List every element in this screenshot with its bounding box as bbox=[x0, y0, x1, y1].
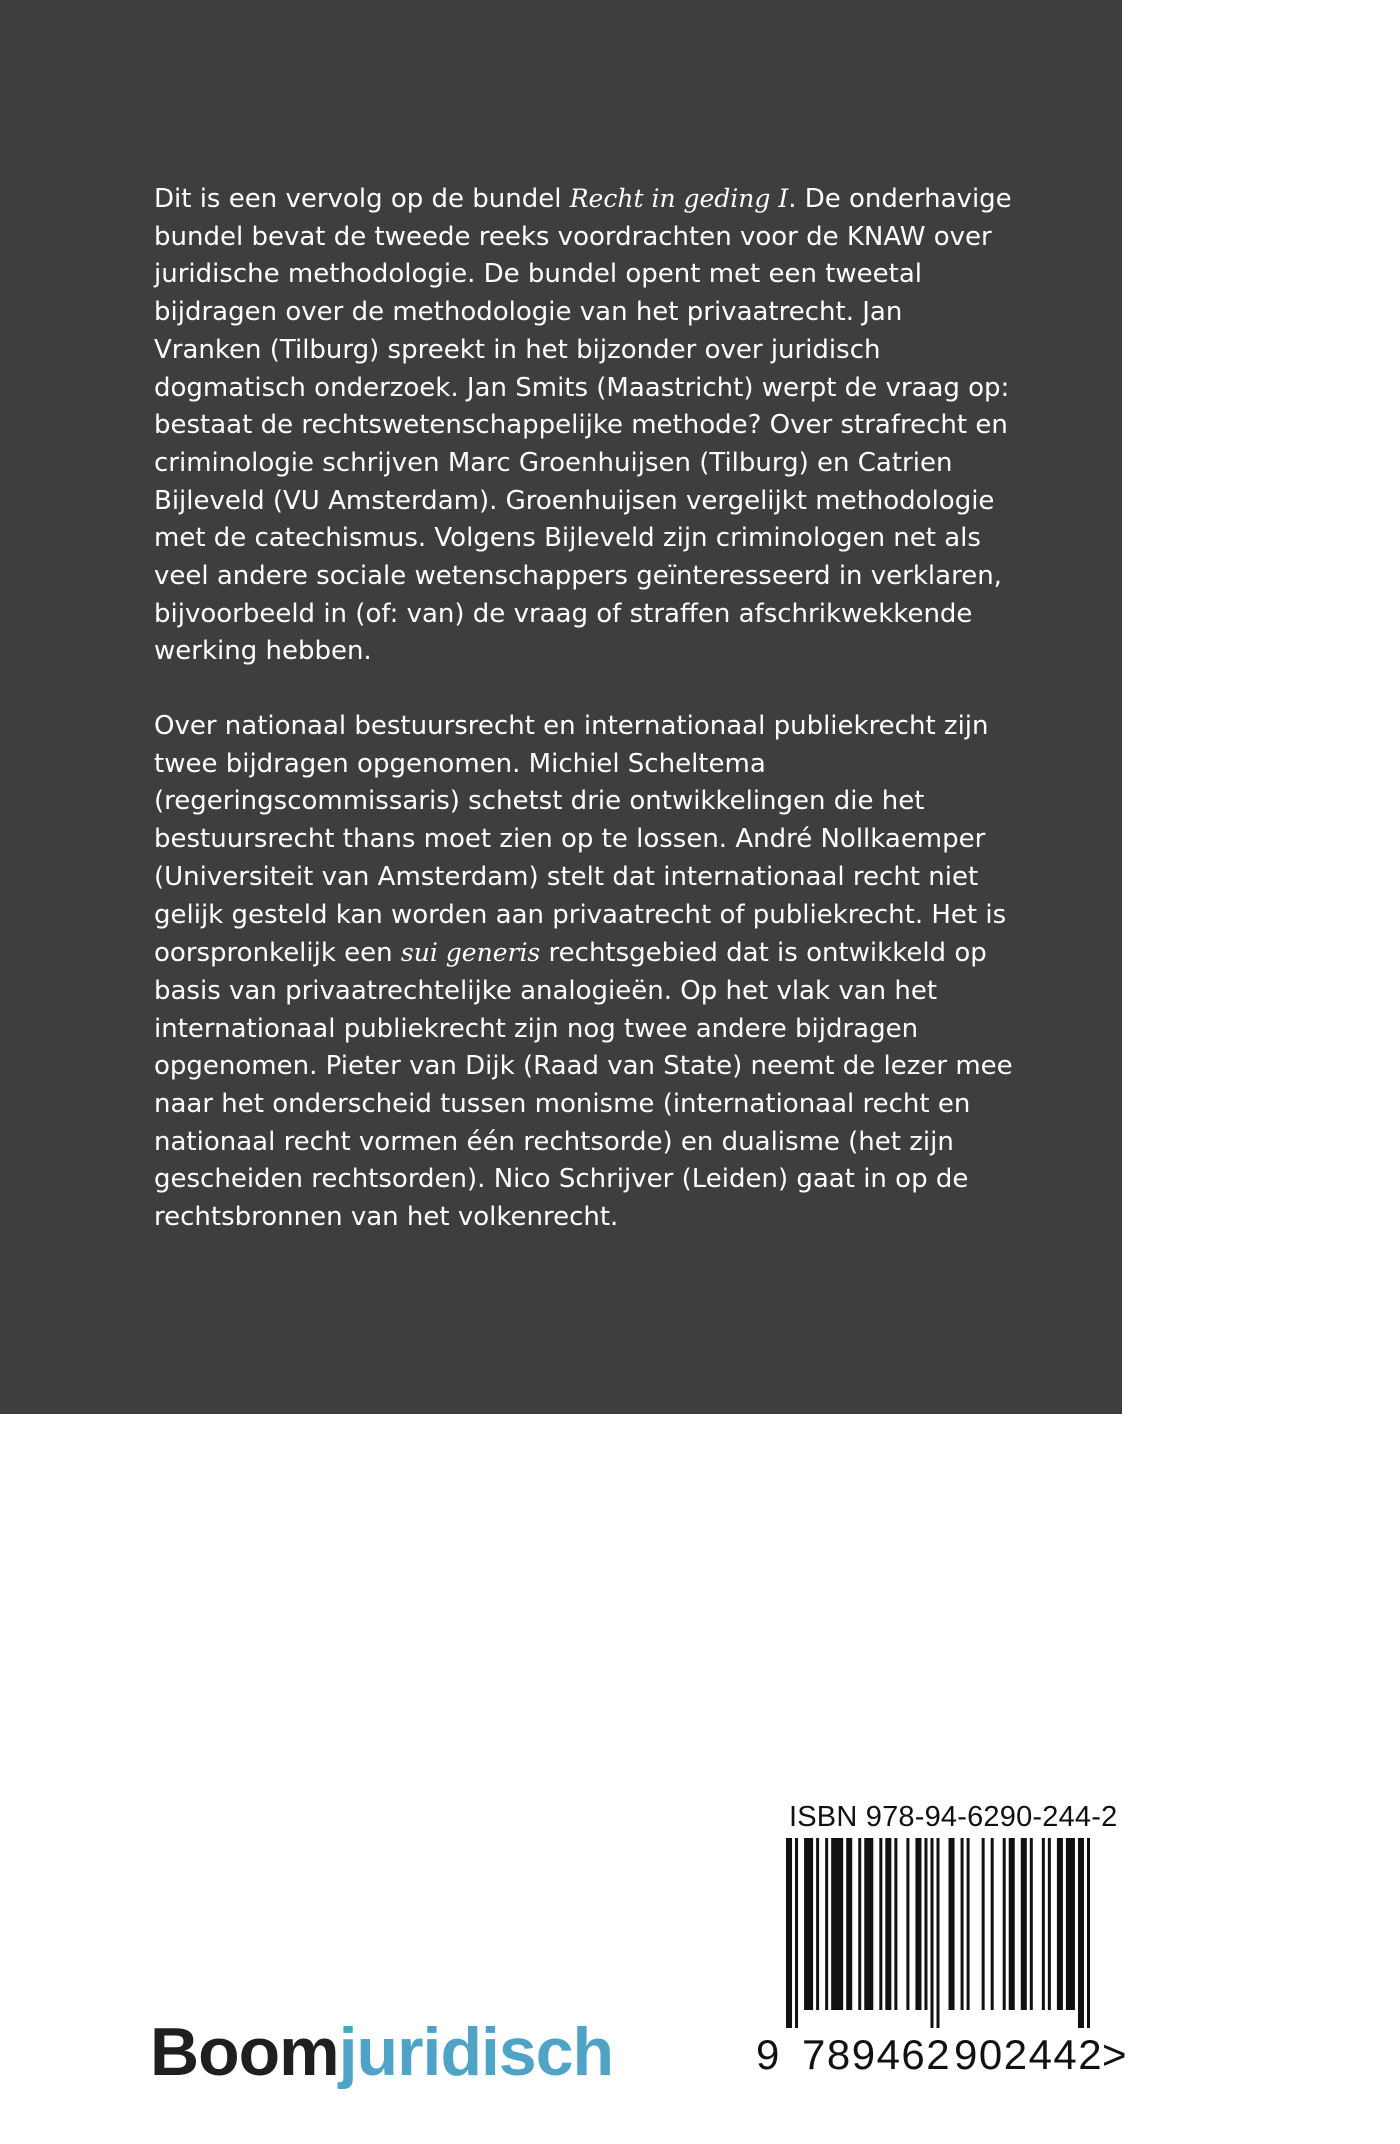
para1-text-rest: . De onderhavige bundel bevat de tweede reeks voordrachten voor de KNAW over juridische methodologie. De bundel opent met een tweetal bijdragen over de methodologie van het privaatrecht. Jan Vranken (Tilburg) spreekt in het bijzonder over juridisch dogmatisch onderzoek. Jan Smits (Maastricht) werpt de vraag op: bestaat de rechtswetenschappelijke methode? Over strafrecht en criminologie schrijven Marc Groenhuijsen (Tilburg) en Catrien Bijleveld (VU Amsterdam). Groenhuijsen vergelijkt methodologie met de catechismus. Volgens Bijleveld zijn criminologen net als veel andere sociale wetenschappers geïnteresseerd in verklaren, bijvoorbeeld in (of: van) de vraag of straffen afschrikwekkende werking hebben. bbox=[154, 184, 1012, 667]
para2-text-start: Over nationaal bestuursrecht en internationaal publiekrecht zijn twee bijdragen opgenomen. Michiel Scheltema (regeringscommissaris) schetst drie ontwikkelingen die het bestuursrecht thans moet zien op te lossen. André Nollkaemper (Universiteit van Amsterdam) stelt dat internationaal recht niet gelijk gesteld kan worden aan privaatrecht of publiekrecht. Het is oorspronkelijk een bbox=[154, 711, 1007, 969]
barcode-bar bbox=[961, 1838, 964, 2010]
barcode-bar bbox=[982, 1838, 985, 2010]
barcode-bar bbox=[831, 1838, 843, 2010]
barcode-bar bbox=[825, 1838, 828, 2010]
barcode-bar bbox=[991, 1838, 994, 2010]
latin-term: sui generis bbox=[400, 938, 541, 968]
para2-text-rest: rechtsgebied dat is ontwikkeld op basis van privaatrechtelijke analogieën. Op het vlak van het internationaal publiekrecht zijn nog twee andere bijdragen opgenomen. Pieter van Dijk (Raad van State) neemt de lezer mee naar het onderscheid tussen monisme (internationaal recht en nationaal recht vormen één rechtsorde) en dualisme (het zijn gescheiden rechtsorden). Nico Schrijver (Leiden) gaat in op de rechtsbronnen van het volkenrecht. bbox=[154, 938, 1013, 1233]
para1-text-start: Dit is een vervolg op de bundel bbox=[154, 184, 570, 214]
barcode-bar bbox=[906, 1838, 909, 2010]
logo-boom-text: Boom bbox=[150, 2014, 339, 2090]
barcode-bar bbox=[846, 1838, 852, 2010]
barcode-bar bbox=[1078, 1838, 1084, 2028]
barcode-arrow: > bbox=[1102, 2031, 1127, 2078]
barcode-bar bbox=[1057, 1838, 1063, 2010]
barcode-bar bbox=[924, 1838, 927, 2010]
barcode-bar bbox=[1030, 1838, 1033, 2010]
barcode-bars bbox=[786, 1838, 1090, 2028]
barcode-bar bbox=[1066, 1838, 1075, 2010]
barcode-bar bbox=[1003, 1838, 1006, 2010]
book-title-reference: Recht in geding I bbox=[569, 184, 789, 213]
barcode-bar bbox=[894, 1838, 897, 2010]
barcode-lead-digit: 9 bbox=[756, 2031, 780, 2078]
barcode-bar bbox=[816, 1838, 819, 2010]
logo-juridisch-text: juridisch bbox=[338, 2014, 614, 2090]
barcode-digits-right: 902442 bbox=[954, 2031, 1104, 2078]
barcode-bar bbox=[885, 1838, 891, 2010]
barcode-bar bbox=[858, 1838, 861, 2010]
barcode-bar bbox=[804, 1838, 813, 2010]
blurb-paragraph-1 bbox=[154, 180, 1014, 671]
barcode-bar bbox=[879, 1838, 882, 2010]
barcode-bar bbox=[1009, 1838, 1015, 2010]
barcode-bar bbox=[795, 1838, 798, 2028]
barcode-bar bbox=[1087, 1838, 1090, 2028]
isbn-label: ISBN 978-94-6290-244-2 bbox=[789, 1801, 1118, 1833]
barcode-bar bbox=[1048, 1838, 1051, 2010]
barcode-bar bbox=[949, 1838, 955, 2010]
barcode-bar bbox=[1042, 1838, 1045, 2010]
barcode-bar bbox=[864, 1838, 873, 2010]
barcode-bar bbox=[930, 1838, 933, 2028]
publisher-logo bbox=[150, 2013, 613, 2091]
blurb-paragraph-2 bbox=[154, 708, 1014, 1237]
barcode-bar bbox=[915, 1838, 921, 2010]
barcode-bar bbox=[937, 1838, 940, 2028]
barcode-bar bbox=[967, 1838, 970, 2010]
barcode-digits bbox=[756, 2031, 1156, 2081]
barcode-bar bbox=[1021, 1838, 1027, 2010]
barcode-digits-left: 789462 bbox=[802, 2031, 952, 2078]
barcode-bar bbox=[786, 1838, 792, 2028]
